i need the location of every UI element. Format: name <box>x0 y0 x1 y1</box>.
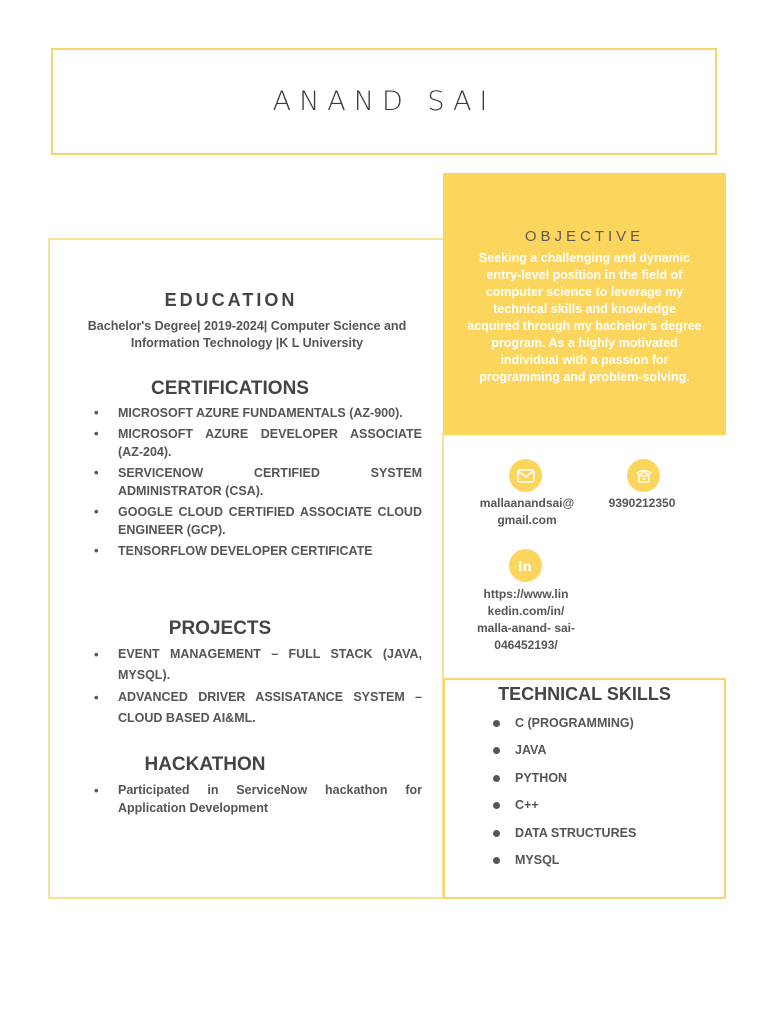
list-item: • ADVANCED DRIVER ASSISATANCE SYSTEM – CLOUD BASED AI&ML. <box>92 687 422 729</box>
list-item: MYSQL <box>491 853 636 880</box>
hackathon-list <box>92 782 422 817</box>
skills-title: TECHNICAL SKILLS <box>498 684 671 704</box>
list-item: • MICROSOFT AZURE FUNDAMENTALS (AZ-900). <box>92 404 422 422</box>
technical-skills-panel <box>443 678 726 899</box>
education-text: Bachelor's Degree| 2019-2024| Computer Science and Information Technology |K L University <box>87 319 407 350</box>
list-item: • GOOGLE CLOUD CERTIFIED ASSOCIATE CLOUD ENGINEER (GCP). <box>92 503 422 539</box>
name-header <box>51 48 717 155</box>
certifications-title: CERTIFICATIONS <box>151 378 309 399</box>
education-title: EDUCATION <box>164 290 298 310</box>
svg-text:in: in <box>517 559 532 574</box>
phone-text[interactable]: 9390212350 <box>608 496 676 510</box>
phone-icon <box>627 459 660 492</box>
objective-title: OBJECTIVE <box>524 228 645 245</box>
list-item: C++ <box>491 798 636 825</box>
hackathon-title: HACKATHON <box>144 754 266 775</box>
email-text[interactable]: mallaanandsai@ gmail.com <box>479 496 575 527</box>
list-item: JAVA <box>491 743 636 770</box>
objective-panel <box>443 173 726 435</box>
projects-title: PROJECTS <box>168 618 272 639</box>
list-item: • EVENT MANAGEMENT – FULL STACK (JAVA, MYSQL). <box>92 644 422 686</box>
projects-list <box>92 644 422 730</box>
certifications-list <box>92 404 422 563</box>
list-item: • Participated in ServiceNow hackathon for Application Development <box>92 782 422 817</box>
list-item: PYTHON <box>491 771 636 798</box>
skills-list <box>491 716 636 880</box>
list-item: • TENSORFLOW DEVELOPER CERTIFICATE <box>92 542 422 560</box>
mail-icon <box>509 459 542 492</box>
list-item: • MICROSOFT AZURE DEVELOPER ASSOCIATE (AZ-204). <box>92 425 422 461</box>
candidate-name: ANAND SAI <box>272 86 496 117</box>
objective-text: Seeking a challenging and dynamic entry-level position in the field of computer science to leverage my technical skills and knowledge acquired through my bachelor's degree program. As a highly motivated individual with a passion for programming and problem-solving. <box>467 251 702 384</box>
list-item: DATA STRUCTURES <box>491 826 636 853</box>
linkedin-text[interactable]: https://www.lin kedin.com/in/ malla-anand- sai-046452193/ <box>476 587 576 652</box>
list-item: • SERVICENOW CERTIFIED SYSTEM ADMINISTRATOR (CSA). <box>92 464 422 500</box>
linkedin-icon <box>509 549 542 582</box>
list-item: C (PROGRAMMING) <box>491 716 636 743</box>
